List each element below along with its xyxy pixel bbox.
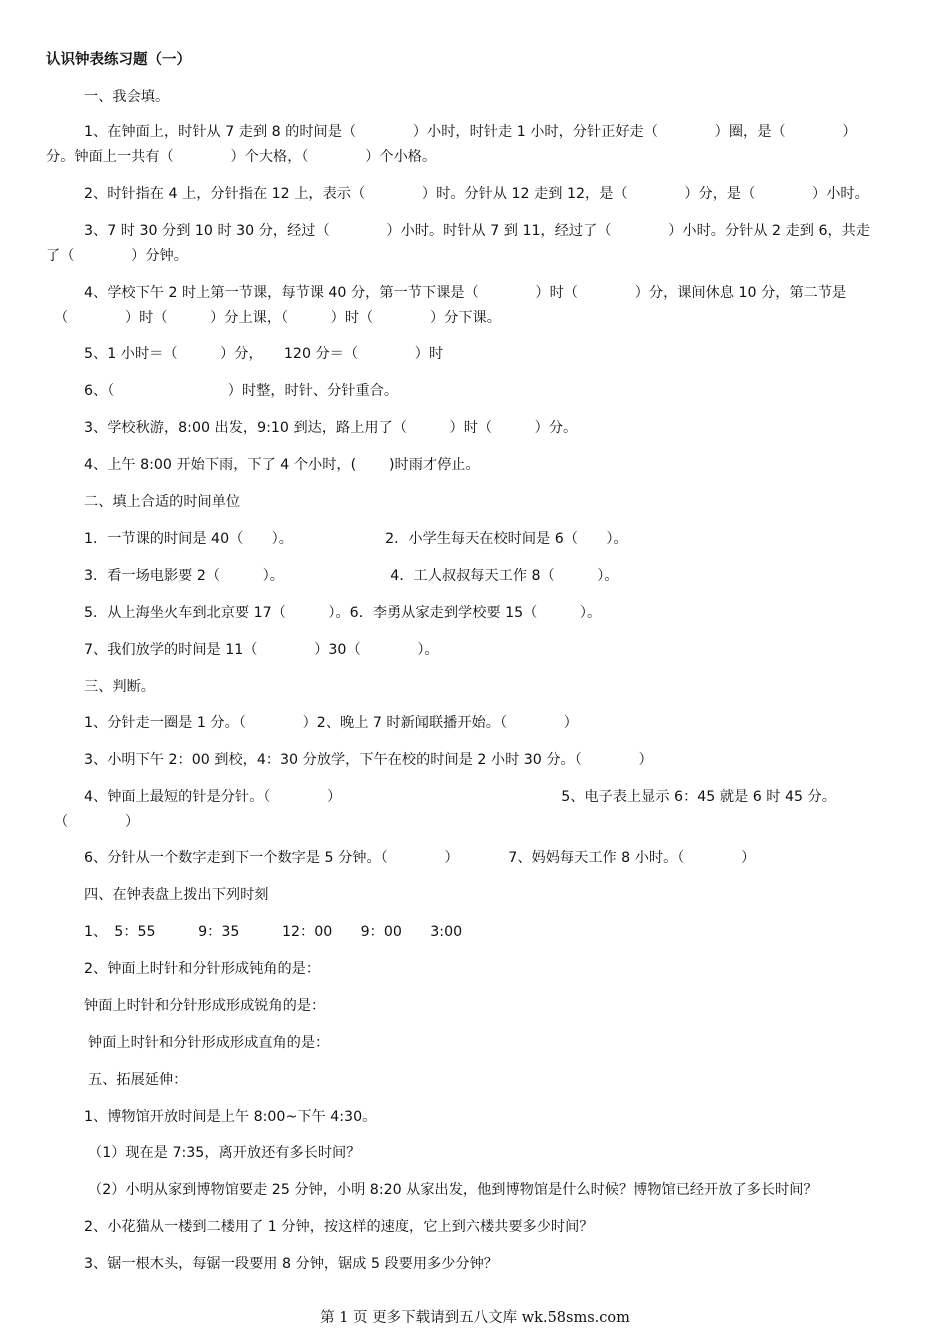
question-line: 4、学校下午 2 时上第一节课，每节课 40 分，第一节下课是（ ）时（ ）分，课间休息 10 分，第二节是 (84, 285, 847, 301)
question-line: 钟面上时针和分针形成形成锐角的是： (84, 998, 326, 1014)
question-line: 2、小花猫从一楼到二楼用了 1 分钟，按这样的速度，它上到六楼共要多少时间？ (84, 1219, 594, 1235)
question-line: 3、锯一根木头，每锯一段要用 8 分钟，锯成 5 段要用多少分钟？ (84, 1256, 498, 1272)
question-line: 3、7 时 30 分到 10 时 30 分，经过（ ）小时。时针从 7 到 11，经过了（ ）小时。分针从 2 走到 6，共走 (84, 223, 871, 239)
question-line: 2、钟面上时针和分针形成钝角的是： (84, 961, 321, 977)
section-heading-units: 二、填上合适的时间单位 (84, 494, 241, 510)
question-line: 了（ ）分钟。 (46, 248, 188, 264)
question-line: 1、在钟面上，时针从 7 走到 8 的时间是（ ）小时，时针走 1 小时，分针正好走（ ）圈，是（ ） (84, 124, 857, 140)
section-heading-extend: 五、拓展延伸： (88, 1072, 188, 1088)
question-line: 3、学校秋游，8:00 出发，9:10 到达，路上用了（ ）时（ ）分。 (84, 420, 578, 436)
section-heading-judge: 三、判断。 (84, 679, 155, 695)
question-line: （ ） (54, 814, 140, 830)
question-line: 5、1 小时＝（ ）分， 120 分＝（ ）时 (84, 346, 444, 362)
question-line: 6、分针从一个数字走到下一个数字是 5 分钟。（ ） 7、妈妈每天工作 8 小时。（ ） (84, 850, 756, 866)
question-line: 4、钟面上最短的针是分针。（ ） 5、电子表上显示 6：45 就是 6 时 45 分。 (84, 789, 836, 805)
section-heading-fill: 一、我会填。 (84, 89, 170, 105)
question-line: 1．一节课的时间是 40（ ）。 2．小学生每天在校时间是 6（ ）。 (84, 531, 628, 547)
page-title: 认识钟表练习题（一） (46, 52, 191, 68)
question-line: 1、博物馆开放时间是上午 8:00~下午 4:30。 (84, 1109, 377, 1125)
question-line: 1、 5：55 9：35 12：00 9：00 3:00 (84, 924, 463, 940)
page-footer: 第 1 页 更多下载请到五八文库 wk.58sms.com (320, 1310, 630, 1326)
question-line: （2）小明从家到博物馆要走 25 分钟，小明 8:20 从家出发，他到博物馆是什么时候？博物馆已经开放了多长时间？ (88, 1182, 818, 1198)
question-line: 7、我们放学的时间是 11（ ）30（ ）。 (84, 642, 439, 658)
question-line: 钟面上时针和分针形成形成直角的是： (88, 1035, 330, 1051)
question-line: 4、上午 8:00 开始下雨，下了 4 个小时，( )时雨才停止。 (84, 457, 480, 473)
question-line: 2、时针指在 4 上，分针指在 12 上，表示（ ）时。分针从 12 走到 12，是（ ）分，是（ ）小时。 (84, 186, 869, 202)
question-line: 3．看一场电影要 2（ ）。 4．工人叔叔每天工作 8（ ）。 (84, 568, 619, 584)
question-line: 分。钟面上一共有（ ）个大格，（ ）个小格。 (46, 149, 437, 165)
question-line: （ ）时（ ）分上课，（ ）时（ ）分下课。 (54, 310, 501, 326)
section-heading-clock: 四、在钟表盘上拨出下列时刻 (84, 887, 269, 903)
question-line: 5．从上海坐火车到北京要 17（ ）。6．李勇从家走到学校要 15（ ）。 (84, 605, 602, 621)
question-line: （1）现在是 7:35，离开放还有多长时间？ (88, 1145, 361, 1161)
question-line: 1、分针走一圈是 1 分。（ ）2、晚上 7 时新闻联播开始。（ ） (84, 715, 578, 731)
question-line: 6、（ ）时整，时针、分针重合。 (84, 383, 399, 399)
question-line: 3、小明下午 2：00 到校，4：30 分放学，下午在校的时间是 2 小时 30 分。（ ） (84, 752, 653, 768)
